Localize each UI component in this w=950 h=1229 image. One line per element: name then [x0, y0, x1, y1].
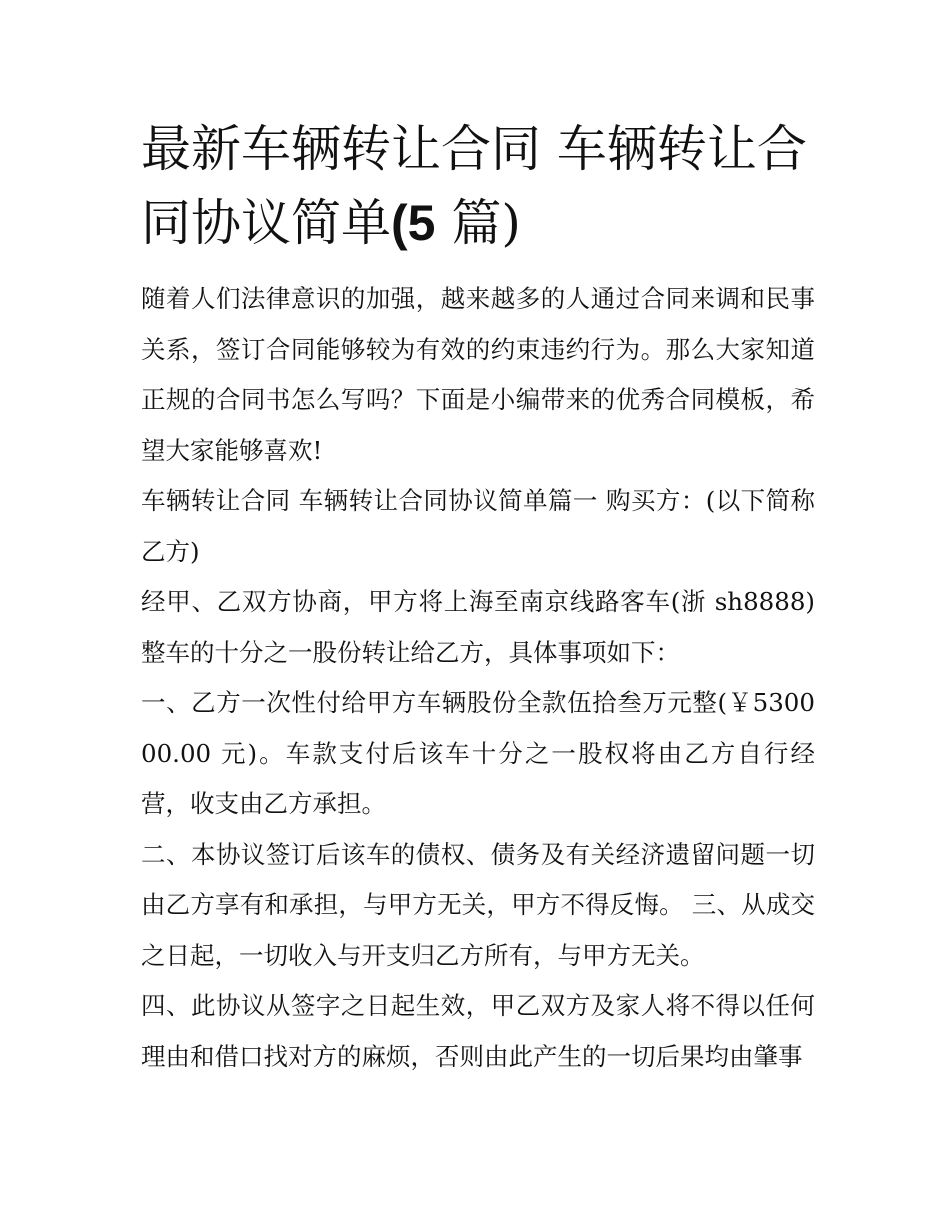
title-suffix: 篇) [435, 194, 521, 252]
title-text: 最新车辆转让合同 车辆转让合同协议简单 [141, 120, 807, 252]
paragraph-intro: 随着人们法律意识的加强，越来越多的人通过合同来调和民事关系，签订合同能够较为有效的约束违约行为。那么大家知道正规的合同书怎么写吗？下面是小编带来的优秀合同模板，希望大家能够喜欢! [141, 284, 815, 465]
paragraph-agreement: 经甲、乙双方协商，甲方将上海至南京线路客车(浙 sh8888)整车的十分之一股份转让给乙方，具体事项如下： [141, 587, 815, 667]
paragraph-clause-4: 四、此协议从签字之日起生效，甲乙双方及家人将不得以任何理由和借口找对方的麻烦，否则由此产生的一切后果均由肇事 [141, 991, 815, 1071]
paragraph-clause-2-3: 二、本协议签订后该车的债权、债务及有关经济遗留问题一切由乙方享有和承担，与甲方无关，甲方不得反悔。 三、从成交之日起，一切收入与开支归乙方所有，与甲方无关。 [141, 839, 815, 970]
paragraph-clause-1: 一、乙方一次性付给甲方车辆股份全款伍拾叁万元整(￥530000.00 元)。车款支付后该车十分之一股权将由乙方自行经营，收支由乙方承担。 [141, 688, 815, 818]
document-body [141, 112, 815, 1082]
document-title [141, 112, 815, 260]
paragraph-section-heading: 车辆转让合同 车辆转让合同协议简单篇一 购买方：(以下简称乙方) [141, 486, 815, 566]
title-count: (5 [391, 195, 436, 251]
